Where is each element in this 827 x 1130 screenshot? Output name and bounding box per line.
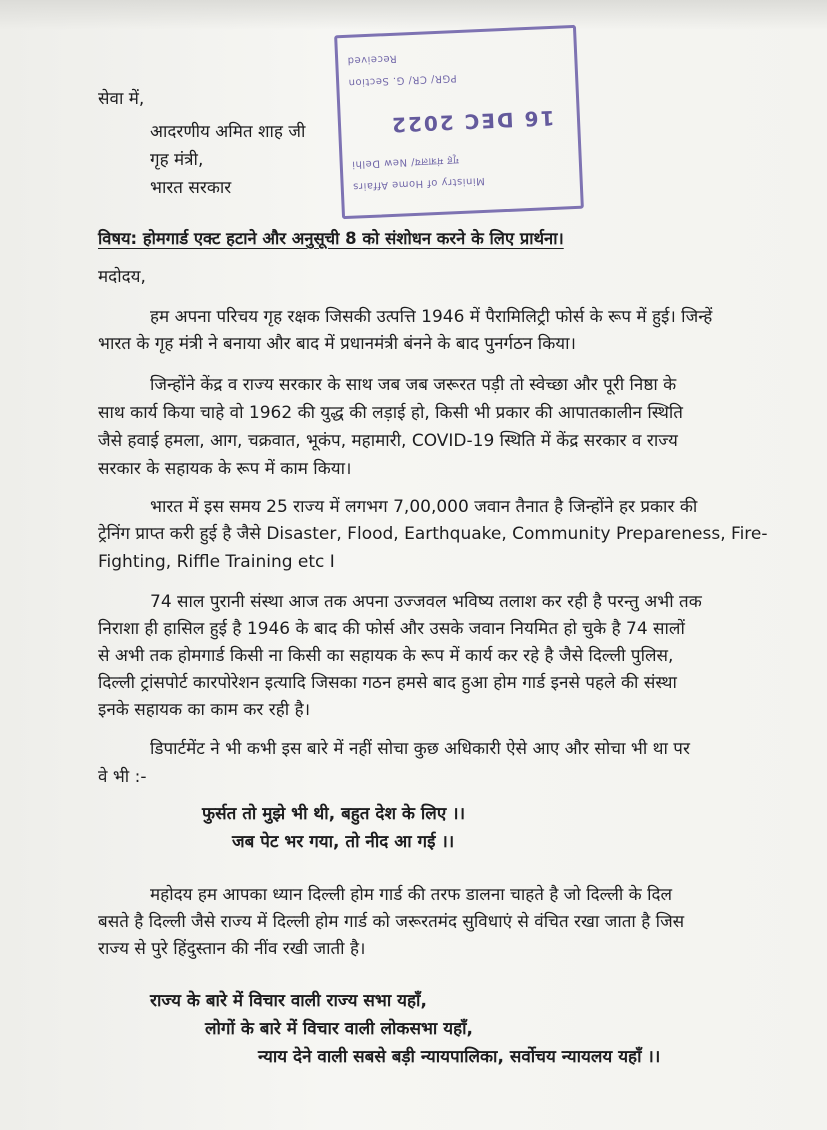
paragraph-4-line-1: 74 साल पुरानी संस्था आज तक अपना उज्जवल भविष्य तलाश कर रही है परन्तु अभी तक [150, 592, 702, 612]
paragraph-2-line-2: साथ कार्य किया चाहे वो 1962 की युद्ध की लड़ाई हो, किसी भी प्रकार की आपातकालीन स्थिति [98, 403, 683, 423]
paragraph-3-line-1: भारत में इस समय 25 राज्य में लगभग 7,00,000 जवान तैनात है जिन्होंने हर प्रकार की [150, 497, 698, 517]
subject-line: विषय: होमगार्ड एक्ट हटाने और अनुसूची 8 को संशोधन करने के लिए प्रार्थना। [98, 229, 564, 248]
stamp-line-4: Received [346, 52, 397, 66]
paragraph-4-line-4: दिल्ली ट्रांसपोर्ट कारपोरेशन इत्यादि जिसका गठन हमसे बाद हुआ होम गार्ड इनसे पहले की संस्था [98, 673, 677, 693]
paragraph-2-line-1: जिन्होंने केंद्र व राज्य सरकार के साथ जब जब जरूरत पड़ी तो स्वेच्छा और पूरी निष्ठा के [150, 375, 677, 395]
closing-verse-line-1: राज्य के बारे में विचार वाली राज्य सभा यहाँ, [150, 991, 427, 1011]
paragraph-2-line-4: सरकार के सहायक के रूप में काम किया। [98, 459, 352, 479]
couplet-line-2: जब पेट भर गया, तो नीद आ गई ।। [232, 832, 455, 852]
salutation: सेवा में, [98, 89, 145, 109]
paragraph-5-line-2: वे भी :- [98, 767, 147, 787]
stamp-date: 16 DEC 2022 [389, 105, 555, 137]
received-stamp [334, 25, 584, 219]
paragraph-1-line-2: भारत के गृह मंत्री ने बनाया और बाद में प्रधानमंत्री बंनने के बाद पुनर्गठन किया। [98, 334, 576, 354]
paragraph-3-line-3: Fighting, Riffle Training etc I [98, 552, 335, 572]
paragraph-3-line-2: ट्रेनिंग प्राप्त करी हुई है जैसे Disaster, Flood, Earthquake, Community Prepareness, Fire- [98, 524, 768, 544]
paragraph-4-line-5: इनके सहायक का काम कर रही है। [98, 700, 311, 720]
stamp-line-3: PGR/ CR/ G. Section [347, 72, 457, 88]
page-shadow [0, 0, 827, 30]
greeting: मदोदय, [98, 267, 146, 287]
paragraph-1-line-1: हम अपना परिचय गृह रक्षक जिसकी उत्पत्ति 1946 में पैरामिलिट्री फोर्स के रूप में हुई। जिन्हें [150, 307, 713, 327]
addressee-name: आदरणीय अमित शाह जी [150, 122, 306, 142]
paragraph-2-line-3: जैसे हवाई हमला, आग, चक्रवात, भूकंप, महामारी, COVID-19 स्थिति में केंद्र सरकार व राज्य [98, 431, 678, 451]
stamp-line-2: गृह मंत्रालय/ New Delhi [351, 154, 459, 170]
addressee-government: भारत सरकार [150, 178, 232, 198]
addressee-designation: गृह मंत्री, [150, 150, 204, 170]
paragraph-delhi-line-2: बसते है दिल्ली जैसे राज्य में दिल्ली होम गार्ड को जरूरतमंद सुविधाएं से वंचित रखा जाता है जिस [98, 912, 685, 932]
stamp-line-1: Ministry of Home Affairs [352, 174, 485, 192]
closing-verse-line-3: न्याय देने वाली सबसे बड़ी न्यायपालिका, सर्वोचय न्यायलय यहाँ ।। [258, 1047, 661, 1067]
paragraph-4-line-2: निराशा ही हासिल हुई है 1946 के बाद की फोर्स और उसके जवान नियमित हो चुके है 74 सालों [98, 619, 685, 639]
couplet-line-1: फुर्सत तो मुझे भी थी, बहुत देश के लिए ।। [202, 804, 466, 824]
closing-verse-line-2: लोगों के बारे में विचार वाली लोकसभा यहाँ, [205, 1019, 473, 1039]
paragraph-delhi-line-3: राज्य से पुरे हिंदुस्तान की नींव रखी जाती है। [98, 939, 366, 959]
paragraph-5-line-1: डिपार्टमेंट ने भी कभी इस बारे में नहीं सोचा कुछ अधिकारी ऐसे आए और सोचा भी था पर [150, 739, 690, 759]
paragraph-delhi-line-1: महोदय हम आपका ध्यान दिल्ली होम गार्ड की तरफ डालना चाहते है जो दिल्ली के दिल [150, 885, 673, 905]
paragraph-4-line-3: से अभी तक होमगार्ड किसी ना किसी का सहायक के रूप में कार्य कर रहे है जैसे दिल्ली पुलिस, [98, 646, 674, 666]
